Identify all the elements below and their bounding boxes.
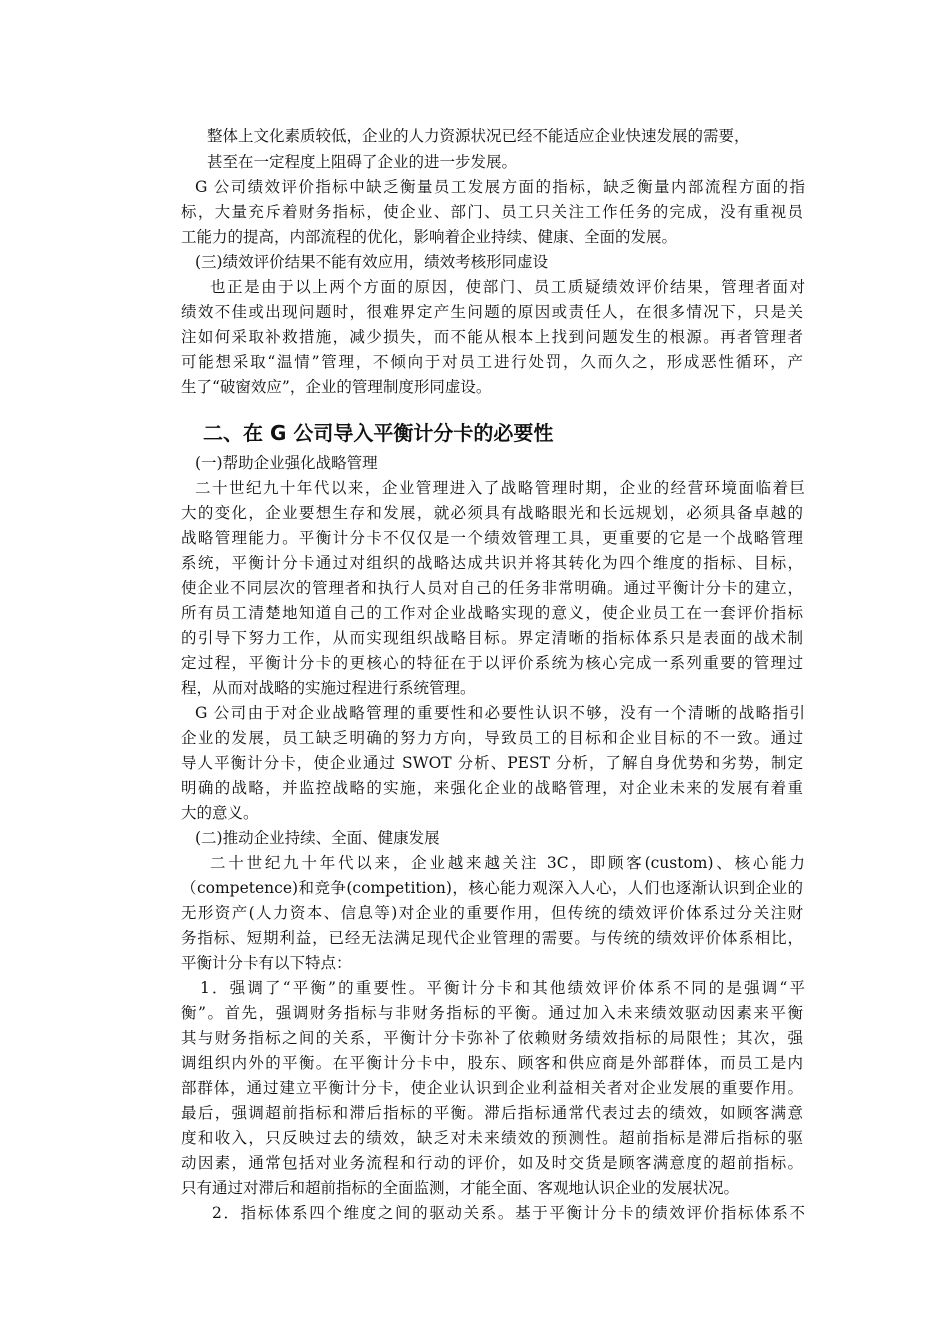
text-line: 衡”。首先，强调财务指标与非财务指标的平衡。通过加入未来绩效驱动因素来平衡: [181, 1004, 803, 1022]
section-heading: 二、在 G 公司导入平衡计分卡的必要性: [203, 421, 554, 445]
text-line: 标，大量充斥着财务指标，使企业、部门、员工只关注工作任务的完成，没有重视员: [181, 203, 803, 221]
text-line: G 公司绩效评价指标中缺乏衡量员工发展方面的指标，缺乏衡量内部流程方面的指: [195, 178, 805, 196]
text-line: 生了“破窗效应”，企业的管理制度形同虚设。: [181, 378, 492, 396]
text-line: 务指标、短期利益，已经无法满足现代企业管理的需要。与传统的绩效评价体系相比，: [181, 929, 803, 947]
text-line: 绩效不佳或出现问题时，很难界定产生问题的原因或责任人，在很多情况下，只是关: [181, 303, 803, 321]
text-line: 使企业不同层次的管理者和执行人员对自己的任务非常明确。通过平衡计分卡的建立，: [181, 579, 803, 597]
text-line: （competence)和竞争(competition)，核心能力观深入人心，人们也逐渐认识到企业的: [181, 879, 803, 897]
text-line: 2．指标体系四个维度之间的驱动关系。基于平衡计分卡的绩效评价指标体系不: [212, 1204, 805, 1222]
text-line: 整体上文化素质较低，企业的人力资源状况已经不能适应企业快速发展的需要，: [207, 127, 750, 145]
text-line: 的引导下努力工作，从而实现组织战略目标。界定清晰的指标体系只是表面的战术制: [181, 629, 803, 647]
section-subheading: (二)推动企业持续、全面、健康发展: [195, 829, 440, 847]
text-line: 注如何采取补救措施，减少损失，而不能从根本上找到问题发生的根源。再者管理者: [181, 328, 803, 346]
text-line: 程，从而对战略的实施过程进行系统管理。: [181, 679, 476, 697]
text-line: G 公司由于对企业战略管理的重要性和必要性认识不够，没有一个清晰的战略指引: [195, 704, 805, 722]
text-line: 定过程，平衡计分卡的更核心的特征在于以评价系统为核心完成一系列重要的管理过: [181, 654, 803, 672]
text-line: 所有员工清楚地知道自己的工作对企业战略实现的意义，使企业员工在一套评价指标: [181, 604, 803, 622]
text-line: 大的意义。: [181, 804, 259, 822]
text-line: 战略管理能力。平衡计分卡不仅仅是一个绩效管理工具，更重要的它是一个战略管理: [181, 529, 803, 547]
text-line: 度和收入，只反映过去的绩效，缺乏对未来绩效的预测性。超前指标是滞后指标的驱: [181, 1129, 803, 1147]
text-line: 可能想采取“温情”管理，不倾向于对员工进行处罚，久而久之，形成恶性循环，产: [181, 353, 803, 371]
text-line: 工能力的提高，内部流程的优化，影响着企业持续、健康、全面的发展。: [181, 228, 678, 246]
text-line: 企业的发展，员工缺乏明确的努力方向，导致员工的目标和企业目标的不一致。通过: [181, 729, 803, 747]
text-line: 只有通过对滞后和超前指标的全面监测，才能全面、客观地认识企业的发展状况。: [181, 1179, 740, 1197]
text-line: 最后，强调超前指标和滞后指标的平衡。滞后指标通常代表过去的绩效，如顾客满意: [181, 1104, 803, 1122]
text-line: 二十世纪九十年代以来，企业管理进入了战略管理时期，企业的经营环境面临着巨: [195, 479, 805, 497]
text-line: 平衡计分卡有以下特点：: [181, 954, 352, 972]
text-line: 调组织内外的平衡。在平衡计分卡中，股东、顾客和供应商是外部群体，而员工是内: [181, 1054, 803, 1072]
text-line: 甚至在一定程度上阻碍了企业的进一步发展。: [207, 153, 518, 171]
section-subheading: (一)帮助企业强化战略管理: [195, 454, 378, 472]
text-line: 1．强调了“平衡”的重要性。平衡计分卡和其他绩效评价体系不同的是强调“平: [200, 979, 805, 997]
text-line: 无形资产(人力资本、信息等)对企业的重要作用，但传统的绩效评价体系过分关注财: [181, 904, 803, 922]
section-subheading: (三)绩效评价结果不能有效应用，绩效考核形同虚设: [195, 253, 549, 271]
text-line: 二十世纪九十年代以来，企业越来越关注 3C，即顾客(custom)、核心能力: [210, 854, 805, 872]
text-line: 系统，平衡计分卡通过对组织的战略达成共识并将其转化为四个维度的指标、目标，: [181, 554, 803, 572]
text-line: 大的变化，企业要想生存和发展，就必须具有战略眼光和长远规划，必须具备卓越的: [181, 504, 803, 522]
text-line: 也正是由于以上两个方面的原因，使部门、员工质疑绩效评价结果，管理者面对: [210, 278, 805, 296]
text-line: 动因素，通常包括对业务流程和行动的评价，如及时交货是顾客满意度的超前指标。: [181, 1154, 803, 1172]
text-line: 其与财务指标之间的关系，平衡计分卡弥补了依赖财务绩效指标的局限性；其次，强: [181, 1029, 803, 1047]
text-line: 导人平衡计分卡，使企业通过 SWOT 分析、PEST 分析，了解自身优势和劣势，制定: [181, 754, 803, 772]
text-line: 明确的战略，并监控战略的实施，来强化企业的战略管理，对企业未来的发展有着重: [181, 779, 803, 797]
text-line: 部群体，通过建立平衡计分卡，使企业认识到企业利益相关者对企业发展的重要作用。: [181, 1079, 803, 1097]
